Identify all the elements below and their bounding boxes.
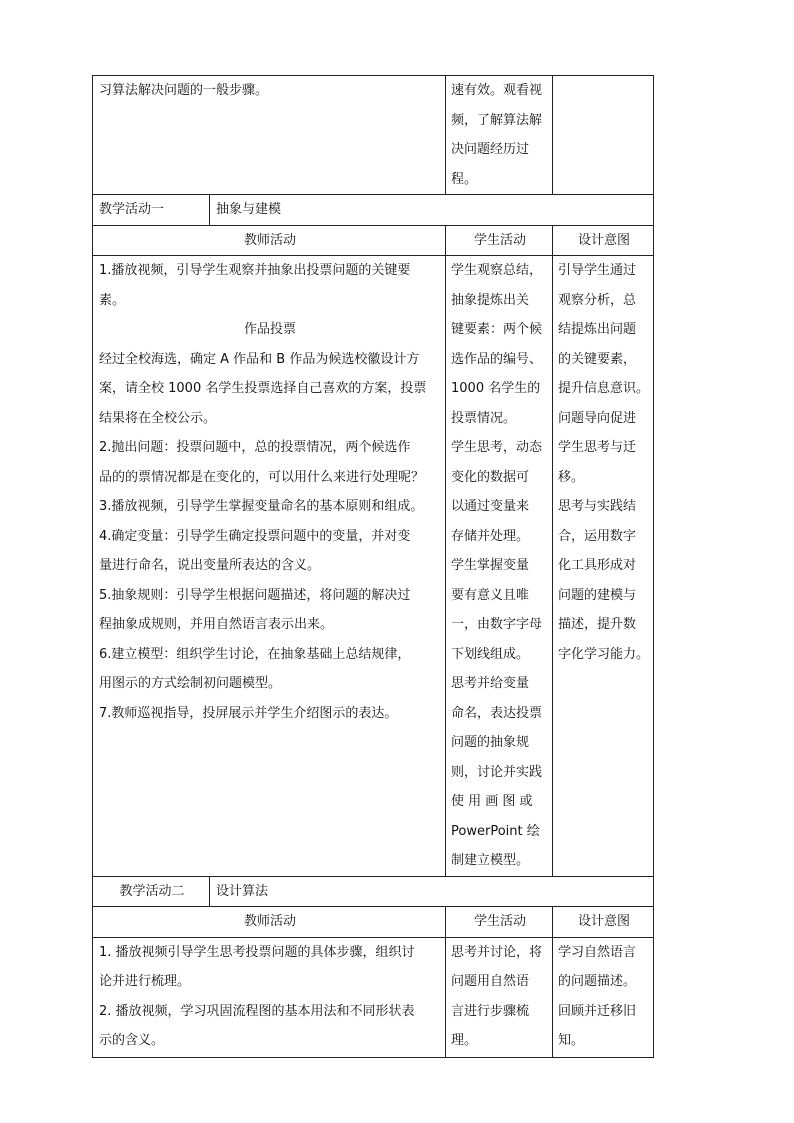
activity2-student-cell (446, 937, 553, 1057)
activity2-teacher-lines (99, 938, 441, 1056)
text-line: 6.建立模型：组织学生讨论，在抽象基础上总结规律， (99, 646, 411, 662)
lesson-plan-table (92, 75, 654, 1058)
text-line: 速有效。观看视 (451, 83, 543, 98)
text-line: 学生思考与迁 (558, 440, 637, 455)
text-line: 提升信息意识。 (558, 381, 650, 396)
activity2-content-row (93, 937, 654, 1057)
text-line: 1000 名学生的 (451, 381, 541, 396)
activity2-header-design: 设计意图 (553, 907, 654, 938)
text-line: 思考与实践结 (558, 499, 637, 514)
text-line: 问题的建模与 (558, 587, 637, 603)
activity2-student-lines (451, 938, 549, 1056)
text-line: 品的的票情况都是在变化的，可以用什么来进行处理呢？ (99, 469, 425, 485)
activity1-title-cell (210, 195, 654, 226)
text-line: 量进行命名，说出变量所表达的含义。 (99, 558, 321, 573)
activity2-title: 设计算法 (216, 883, 269, 899)
text-line: 选作品的编号、 (451, 351, 543, 367)
activity1-teacher-cell (93, 256, 446, 877)
text-line: 知。 (558, 1033, 585, 1048)
text-line: 下划线组成。 (451, 646, 530, 662)
text-line: 程抽象成规则，并用自然语言表示出来。 (99, 617, 334, 632)
text-line: 示的含义。 (99, 1033, 165, 1048)
text-line: 存储并处理。 (451, 528, 530, 544)
activity1-title-row (93, 195, 654, 226)
text-line: 问题的抽象规 (451, 735, 530, 750)
text-line: 移。 (558, 469, 585, 485)
text-line: PowerPoint 绘 (451, 823, 540, 839)
continuation-student-cell (446, 76, 553, 195)
activity2-label-cell (93, 876, 210, 907)
activity1-label-cell (93, 195, 210, 226)
activity2-design-lines (558, 938, 650, 1056)
activity2-label: 教学活动二 (119, 883, 185, 899)
text-line: 观察分析，总 (558, 292, 637, 308)
text-line: 思考并给变量 (451, 676, 530, 691)
text-line: 要有意义且唯 (451, 587, 530, 603)
text-line: 结果将在全校公示。 (99, 410, 217, 426)
text-line: 理。 (451, 1033, 478, 1048)
text-line: 描述，提升数 (558, 617, 637, 632)
activity1-header-teacher: 教师活动 (93, 225, 446, 256)
text-line: 2.抛出问题：投票问题中，总的投票情况，两个候选作 (99, 440, 411, 455)
continuation-teacher-cell (93, 76, 446, 195)
activity1-teacher-lines (99, 256, 441, 728)
text-line: 作品投票 (244, 322, 297, 337)
text-line: 论并进行梳理。 (99, 974, 191, 989)
text-line: 素。 (99, 292, 126, 308)
text-line: 2. 播放视频，学习巩固流程图的基本用法和不同形状表 (99, 1003, 415, 1019)
activity1-design-lines (558, 256, 650, 669)
text-line: 经过全校海选，确定 A 作品和 B 作品为候选校徽设计方 (99, 351, 420, 367)
text-line: 问题用自然语 (451, 974, 530, 989)
text-line: 程。 (451, 171, 478, 187)
text-line: 用图示的方式绘制初问题模型。 (99, 676, 282, 691)
text-line: 1.播放视频，引导学生观察并抽象出投票问题的关键要 (99, 263, 411, 278)
text-line: 1. 播放视频引导学生思考投票问题的具体步骤，组织讨 (99, 944, 415, 960)
continuation-teacher-text: 习算法解决问题的一般步骤。 (99, 83, 269, 98)
activity2-title-cell (210, 876, 654, 907)
text-line: 回顾并迁移旧 (558, 1003, 637, 1019)
activity1-student-lines (451, 256, 549, 876)
text-line: 合，运用数字 (558, 528, 637, 544)
text-line: 抽象提炼出关 (451, 292, 530, 308)
text-line: 引导学生通过 (558, 263, 637, 278)
activity1-title: 抽象与建模 (216, 202, 282, 217)
text-line: 案，请全校 1000 名学生投票选择自己喜欢的方案，投票 (99, 381, 427, 396)
text-line: 一，由数字字母 (451, 617, 543, 632)
activity2-title-row (93, 876, 654, 907)
continuation-student-lines (451, 76, 549, 194)
text-line: 的关键要素， (558, 351, 637, 367)
activity2-header-row (93, 907, 654, 938)
text-line: 言进行步骤梳 (451, 1003, 530, 1019)
text-line: 学生观察总结， (451, 263, 543, 278)
continuation-design-cell (553, 76, 654, 195)
text-line: 思考并讨论，将 (451, 944, 543, 960)
activity2-header-student: 学生活动 (446, 907, 553, 938)
text-line: 则，讨论并实践 (451, 764, 543, 780)
activity1-header-design: 设计意图 (553, 225, 654, 256)
text-line: 制建立模型。 (451, 853, 530, 868)
activity2-design-cell (553, 937, 654, 1057)
text-line: 字化学习能力。 (558, 646, 650, 662)
text-line: 以通过变量来 (451, 499, 530, 514)
text-line: 决问题经历过 (451, 142, 530, 157)
text-line: 3.播放视频，引导学生掌握变量命名的基本原则和组成。 (99, 499, 424, 514)
text-line: 化工具形成对 (558, 558, 637, 573)
activity2-teacher-cell (93, 937, 446, 1057)
text-line: 键要素：两个候 (451, 322, 543, 337)
activity1-design-cell (553, 256, 654, 877)
text-line: 7.教师巡视指导，投屏展示并学生介绍图示的表达。 (99, 705, 398, 721)
text-line: 4.确定变量：引导学生确定投票问题中的变量，并对变 (99, 528, 411, 544)
activity1-label: 教学活动一 (99, 202, 165, 217)
text-line: 变化的数据可 (451, 469, 530, 485)
activity1-content-row (93, 256, 654, 877)
activity1-header-student: 学生活动 (446, 225, 553, 256)
text-line: 学生掌握变量 (451, 558, 530, 573)
activity1-student-cell (446, 256, 553, 877)
text-line: 问题导向促进 (558, 410, 637, 426)
text-line: 的问题描述。 (558, 974, 637, 989)
activity2-header-teacher: 教师活动 (93, 907, 446, 938)
text-line: 使 用 画 图 或 (451, 794, 533, 809)
text-line: 5.抽象规则：引导学生根据问题描述，将问题的解决过 (99, 587, 411, 603)
text-line: 学习自然语言 (558, 944, 637, 960)
activity1-header-row (93, 225, 654, 256)
text-line: 学生思考，动态 (451, 440, 543, 455)
continuation-row (93, 76, 654, 195)
text-line: 结提炼出问题 (558, 322, 637, 337)
text-line: 投票情况。 (451, 410, 517, 426)
text-line: 频，了解算法解 (451, 112, 543, 128)
text-line: 命名，表达投票 (451, 705, 543, 721)
